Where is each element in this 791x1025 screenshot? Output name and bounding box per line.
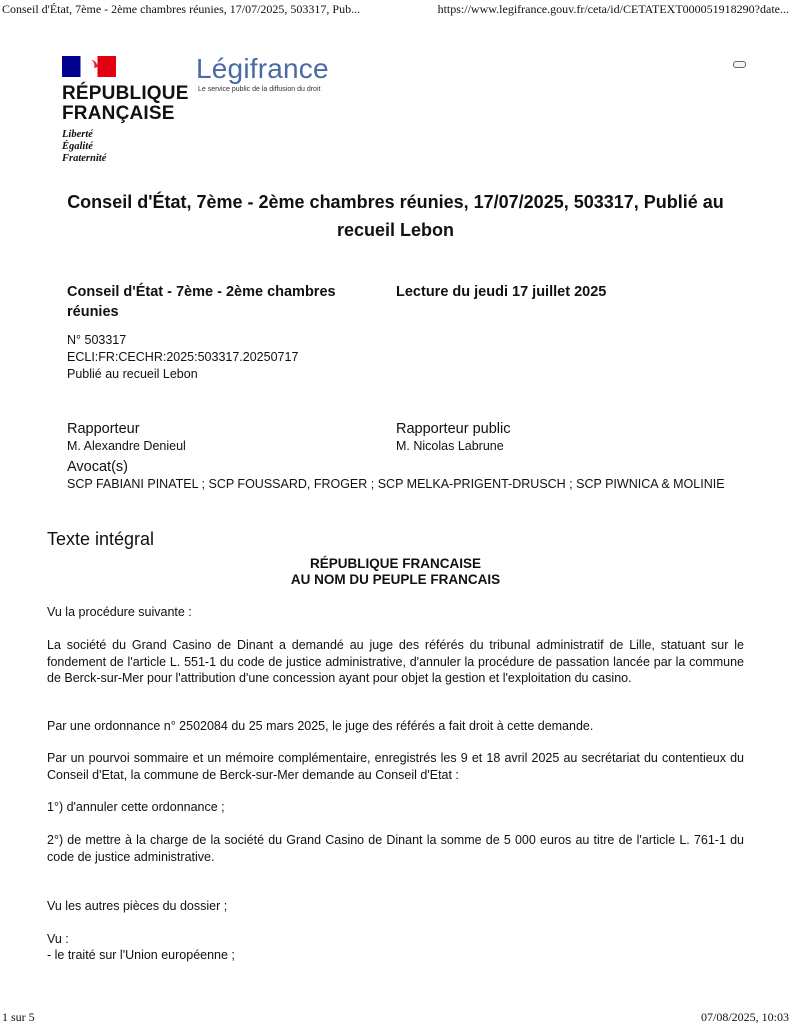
legifrance-tagline: Le service public de la diffusion du droit (198, 86, 321, 93)
rapporteur-public-label: Rapporteur public (396, 421, 511, 437)
court-name: Conseil d'État - 7ème - 2ème chambres réunies (67, 284, 336, 320)
rapporteur-public-name: M. Nicolas Labrune (396, 439, 504, 453)
print-footer (0, 1010, 791, 1024)
avocats-list: SCP FABIANI PINATEL ; SCP FOUSSARD, FROGER ; SCP MELKA-PRIGENT-DRUSCH ; SCP PIWNICA & MOLINIE (67, 477, 725, 491)
rf-name (62, 84, 189, 124)
rf-motto (62, 129, 106, 165)
page-title: Conseil d'État, 7ème - 2ème chambres réunies, 17/07/2025, 503317, Publié au recueil Lebon (67, 192, 724, 240)
print-timestamp: 07/08/2025, 10:03 (700, 1010, 789, 1024)
rf-name-line1: RÉPUBLIQUE (62, 83, 189, 104)
paragraph: Par une ordonnance n° 2502084 du 25 mars 2025, le juge des référés a fait droit à cette demande. (47, 719, 594, 733)
publication-status: Publié au recueil Lebon (67, 367, 198, 381)
ecli: ECLI:FR:CECHR:2025:503317.20250717 (67, 350, 299, 364)
motto-fraternite: Fraternité (62, 153, 107, 164)
reading-date: Lecture du jeudi 17 juillet 2025 (396, 284, 607, 300)
paragraph: Vu la procédure suivante : (47, 605, 192, 619)
motto-liberte: Liberté (62, 129, 93, 140)
paragraph: - le traité sur l'Union européenne ; (47, 948, 235, 962)
decision-meta-right (396, 282, 756, 302)
paragraph: La société du Grand Casino de Dinant a demandé au juge des référés du tribunal administratif de Lille, statuant sur le fondement de l'article L. 551-1 du code de justice administrative, d'annuler la procédure de passation lancée par la commune de Berck-sur-Mer pour l'attribution d'une concession ayant pour objet la gestion et l'exploitation du casino. (47, 638, 744, 685)
heading-republique: RÉPUBLIQUE FRANCAISE (309, 556, 481, 571)
avocats-block (67, 458, 747, 493)
paragraph: 2°) de mettre à la charge de la société du Grand Casino de Dinant la somme de 5 000 euros au titre de l'article L. 761-1 du code de justice administrative. (47, 833, 744, 864)
motto-egalite: Égalité (62, 141, 93, 152)
menu-toggle-button[interactable] (733, 61, 746, 68)
paragraph: 1°) d'annuler cette ordonnance ; (47, 800, 225, 814)
paragraph: Par un pourvoi sommaire et un mémoire complémentaire, enregistrés les 9 et 18 avril 2025 au secrétariat du contentieux du Conseil d'Etat, la commune de Berck-sur-Mer demande au Conseil d'Etat : (47, 751, 744, 782)
legifrance-logo[interactable]: Légifrance (196, 53, 329, 84)
print-header-url: https://www.legifrance.gouv.fr/ceta/id/CETATEXT000051918290?date... (437, 2, 789, 16)
decision-meta-left (67, 282, 367, 322)
rapporteur-public-block (396, 420, 510, 455)
marianne-icon (80, 57, 100, 76)
paragraph: Vu les autres pièces du dossier ; (47, 899, 228, 913)
section-title-texte-integral: Texte intégral (47, 529, 155, 549)
decision-identifiers (67, 332, 298, 383)
decision-heading (0, 556, 791, 588)
avocats-label: Avocat(s) (67, 459, 128, 475)
rapporteur-label: Rapporteur (67, 421, 140, 437)
rf-name-line2: FRANÇAISE (62, 103, 175, 124)
paragraph: Vu : (47, 932, 69, 946)
rapporteur-name: M. Alexandre Denieul (67, 439, 186, 453)
heading-peuple: AU NOM DU PEUPLE FRANCAIS (290, 572, 501, 587)
rapporteur-block (67, 420, 186, 455)
page-counter: 1 sur 5 (2, 1010, 35, 1024)
print-header-title: Conseil d'État, 7ème - 2ème chambres réunies, 17/07/2025, 503317, Pub... (2, 2, 361, 16)
decision-number: N° 503317 (67, 333, 127, 347)
print-header (0, 2, 791, 18)
